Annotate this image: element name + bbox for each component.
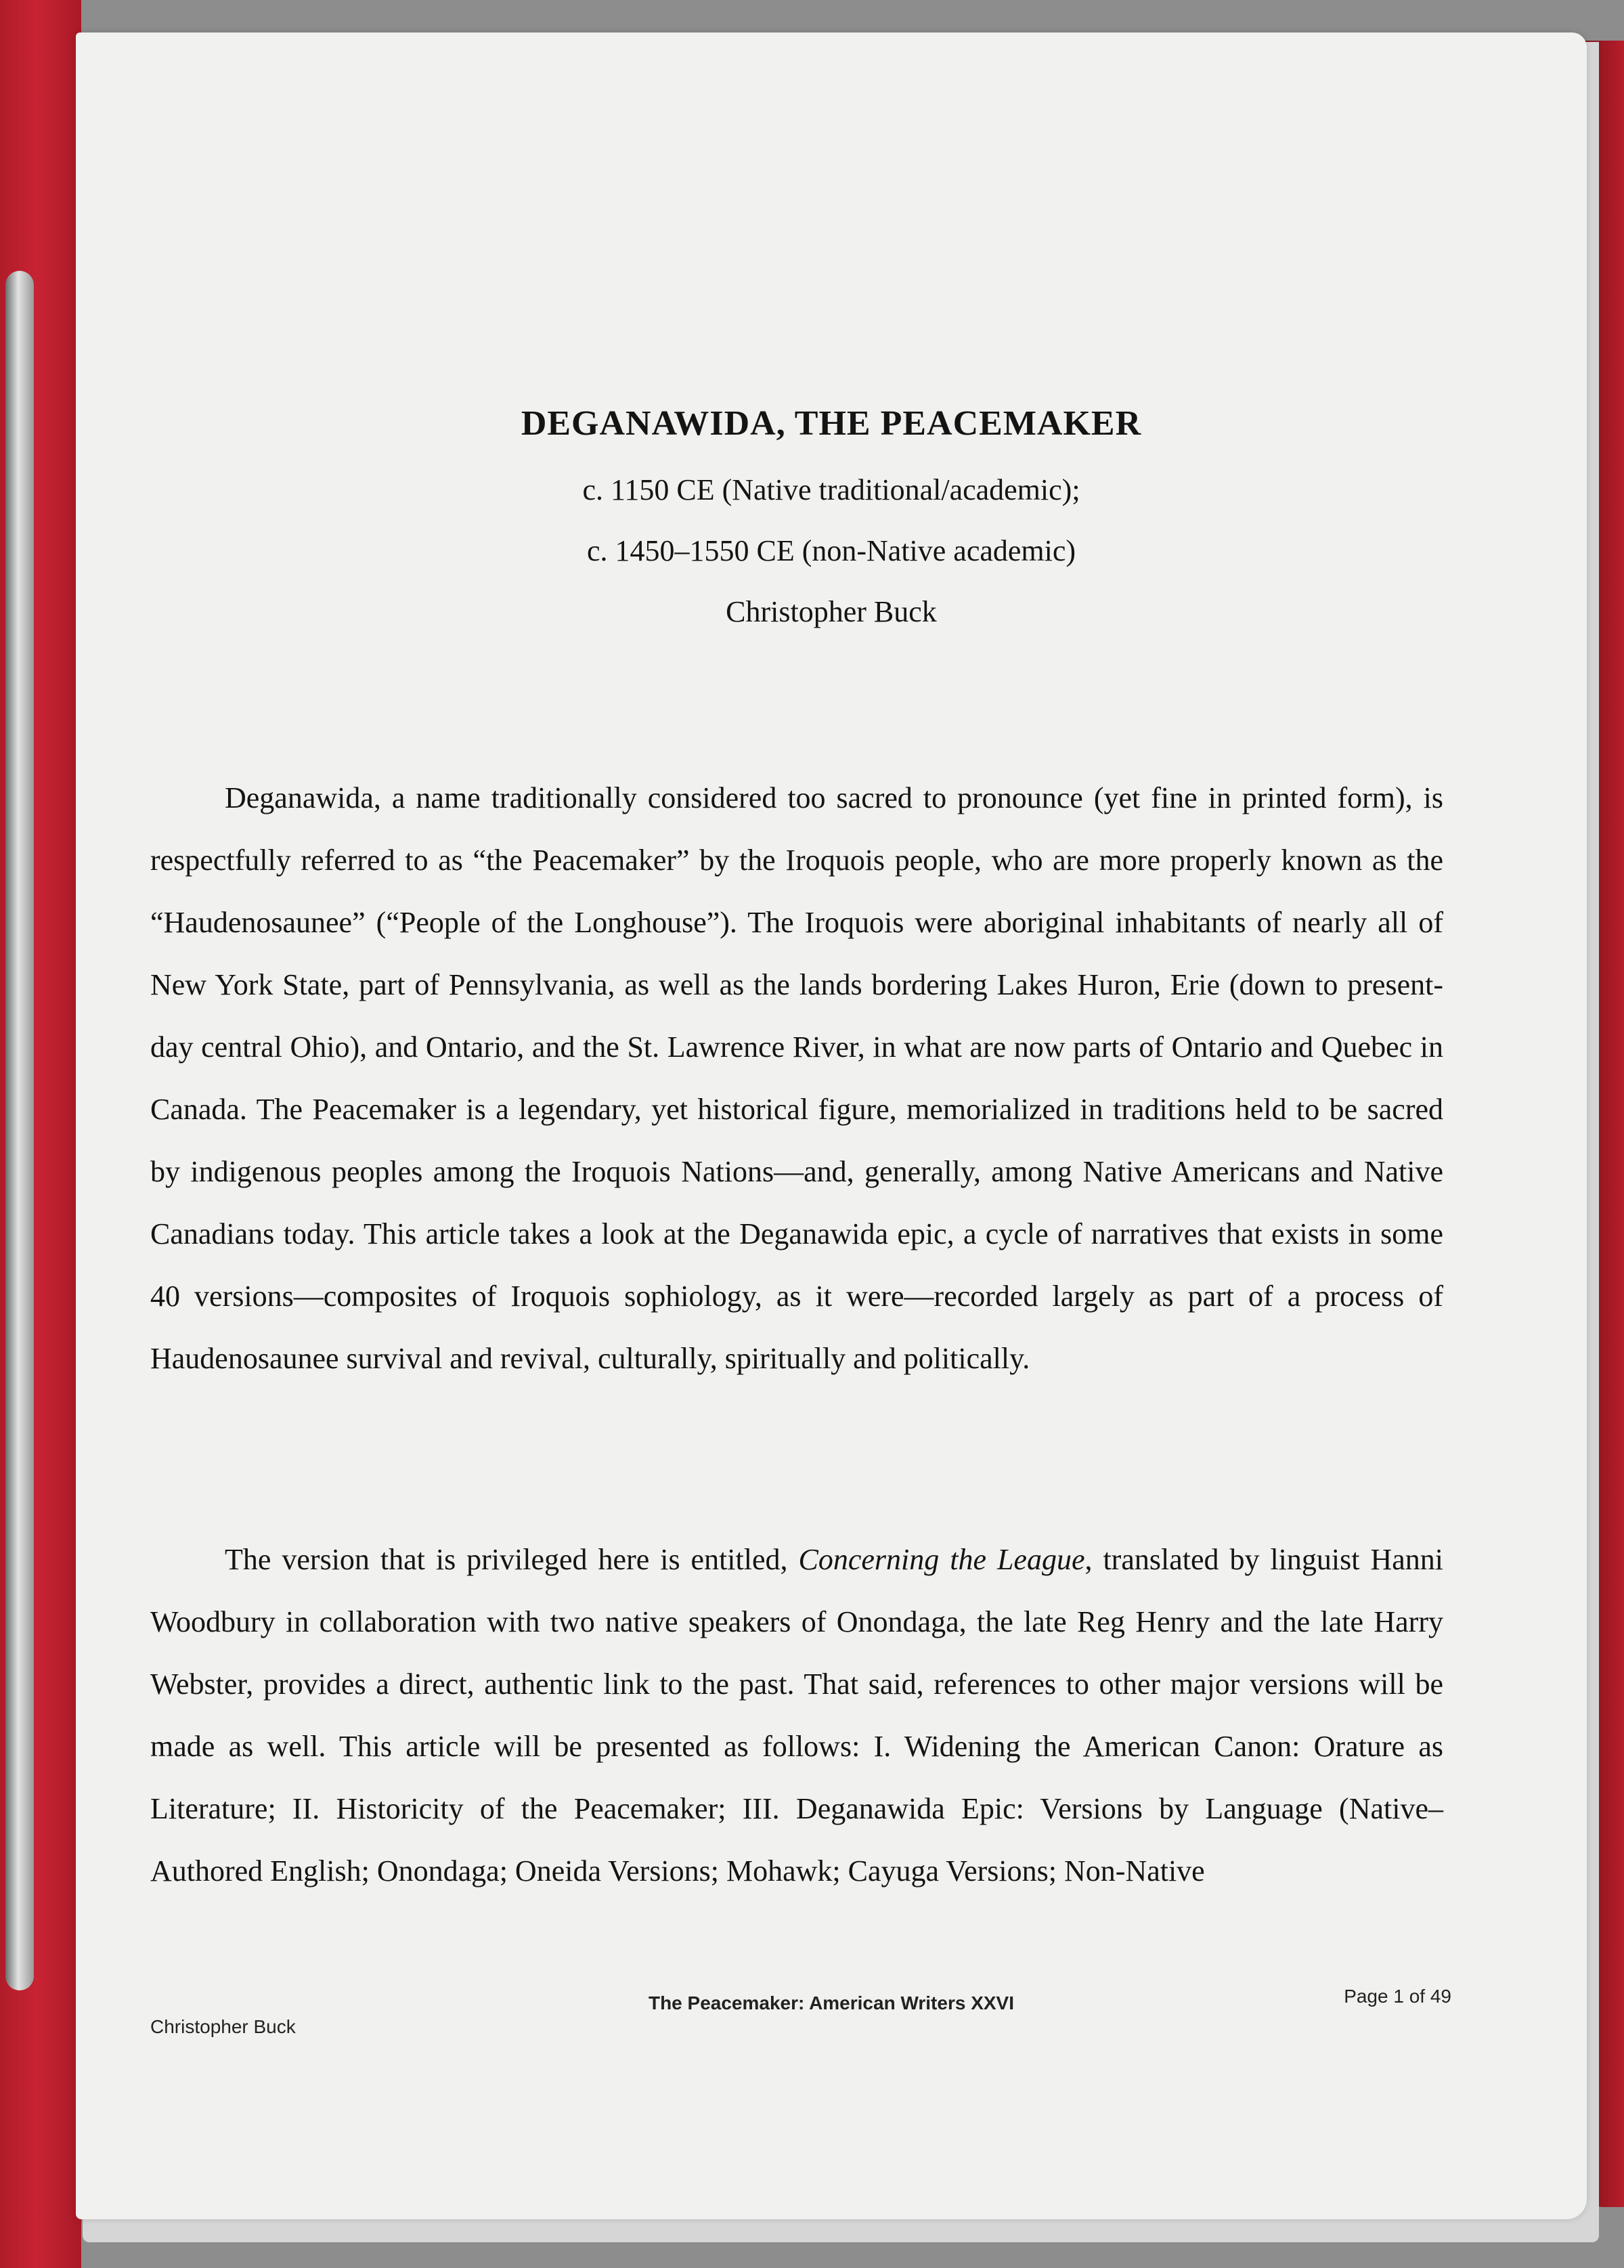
body-paragraph [150, 767, 1443, 1390]
work-title-italic: Concerning the League [798, 1543, 1085, 1576]
date-line-non-native: c. 1450–1550 CE (non-Native academic) [586, 534, 1076, 567]
binder-ring [5, 271, 34, 1990]
body-paragraph [150, 1529, 1443, 1902]
footer-author: Christopher Buck [150, 2016, 296, 2037]
paragraph-text-rest: , translated by linguist Hanni Woodbury in collaboration with two native speakers of Onondaga, the late Reg Henry and the late Harry Webster, provides a direct, authentic link to the past. That said, references to other major versions will be made as well. This article will be presented as follows: I. Widening the American Canon: Orature as Literature; II. Historicity of the Peacemaker; III. Deganawida Epic: Versions by Language (Native–Authored English; Onondaga; Oneida Versions; Mohawk; Cayuga Versions; Non-Native [150, 1543, 1443, 1888]
document-title: DEGANAWIDA, THE PEACEMAKER [521, 404, 1142, 443]
footer-publication: The Peacemaker: American Writers XXVI [648, 1992, 1015, 2013]
paragraph-text-start: The version that is privileged here is entitled, [225, 1543, 799, 1576]
footer-page-number: Page 1 of 49 [1344, 1986, 1451, 2007]
paragraph-text: Deganawida, a name traditionally considered too sacred to pronounce (yet fine in printed form), is respectfully referred to as “the Peacemaker” by the Iroquois people, who are more properly known as the “Haudenosaunee” (“People of the Longhouse”). The Iroquois were aboriginal inhabitants of nearly all of New York State, part of Pennsylvania, as well as the lands bordering Lakes Huron, Erie (down to present-day central Ohio), and Ontario, and the St. Lawrence River, in what are now parts of Ontario and Quebec in Canada. The Peacemaker is a legendary, yet historical figure, memorialized in traditions held to be sacred by indigenous peoples among the Iroquois Nations—and, generally, among Native Americans and Native Canadians today. This article takes a look at the Deganawida epic, a cycle of narratives that exists in some 40 versions—composites of Iroquois sophiology, as it were—recorded largely as part of a process of Haudenosaunee survival and revival, culturally, spiritually and politically. [150, 781, 1443, 1375]
document-author: Christopher Buck [726, 595, 937, 628]
document-page [76, 32, 1587, 2219]
date-line-native: c. 1150 CE (Native traditional/academic); [582, 473, 1080, 506]
